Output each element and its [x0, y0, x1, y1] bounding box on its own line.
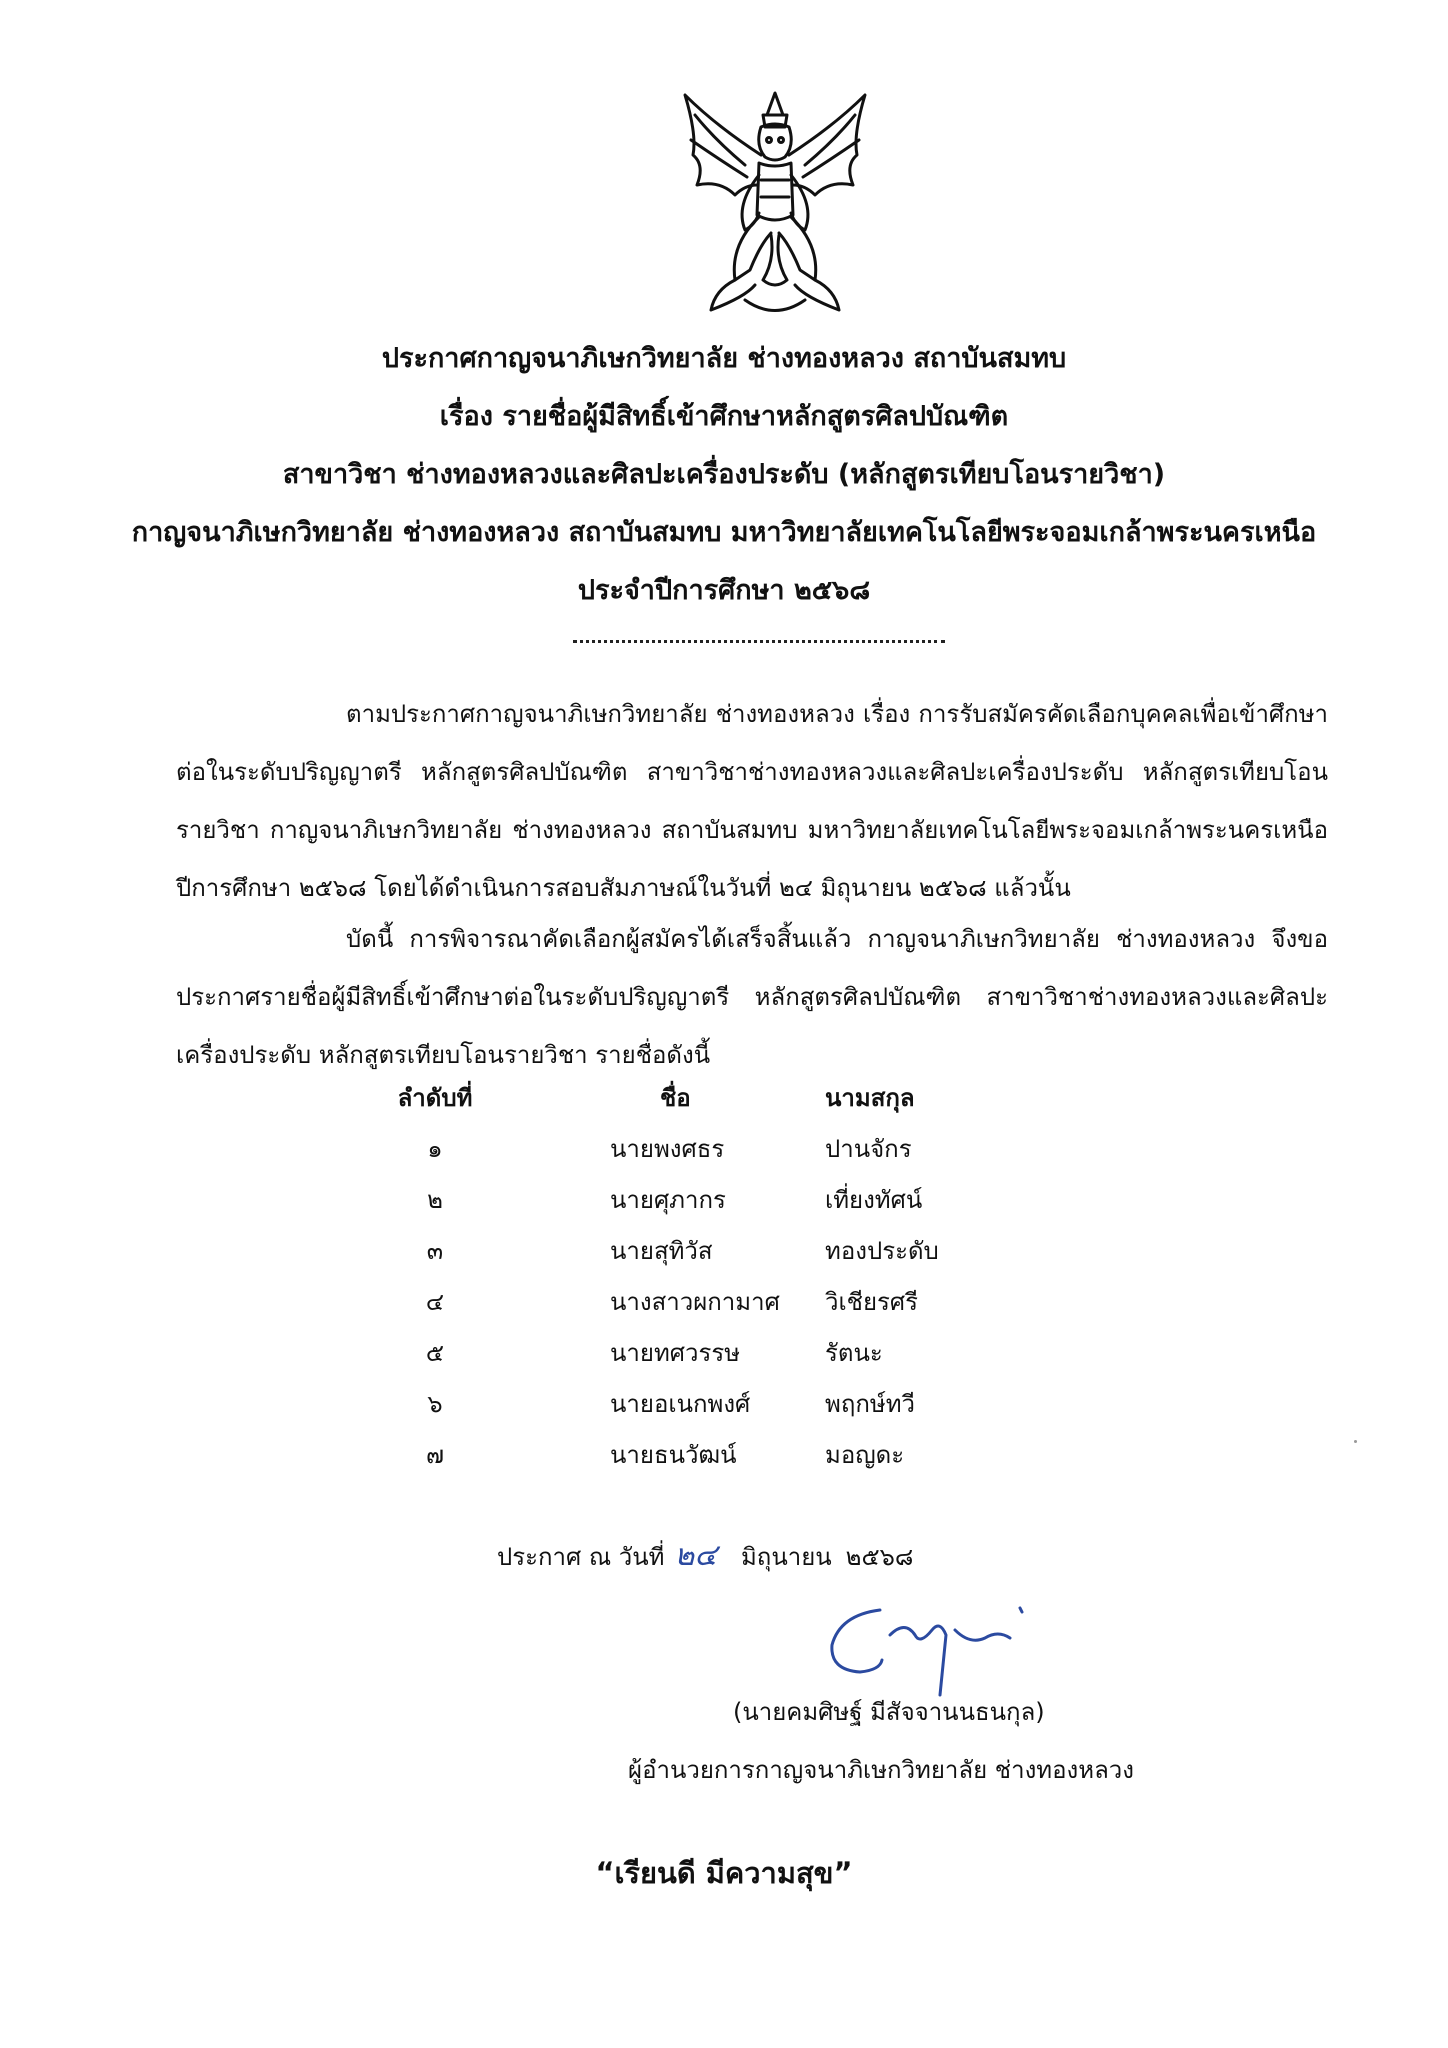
date-year: ๒๕๖๘: [845, 1543, 914, 1571]
list-row: [380, 1180, 1030, 1231]
row-first-name: นายธนวัฒน์: [610, 1441, 737, 1469]
header-first-name: ชื่อ: [660, 1084, 691, 1112]
row-no: ๓: [426, 1237, 444, 1265]
signature-icon: [820, 1590, 1050, 1705]
list-row: [380, 1435, 1030, 1486]
date-prefix: ประกาศ ณ วันที่: [497, 1543, 665, 1571]
row-no: ๑: [427, 1135, 443, 1163]
scan-speck: [1354, 1440, 1357, 1443]
row-last-name: เที่ยงทัศน์: [825, 1186, 923, 1214]
date-month: มิถุนายน: [740, 1543, 832, 1571]
dotted-divider: [573, 640, 945, 643]
title-line-1: ประกาศกาญจนาภิเษกวิทยาลัย ช่างทองหลวง สถาบันสมทบ: [381, 343, 1067, 374]
row-last-name: วิเชียรศรี: [825, 1288, 919, 1316]
title-line-2: เรื่อง รายชื่อผู้มีสิทธิ์เข้าศึกษาหลักสูตรศิลปบัณฑิต: [439, 401, 1009, 432]
body-paragraph-2: [176, 910, 1328, 1084]
row-no: ๖: [427, 1390, 443, 1418]
row-no: ๒: [427, 1186, 443, 1214]
row-last-name: พฤกษ์ทวี: [825, 1390, 915, 1418]
handwritten-day: ๒๔: [674, 1538, 717, 1573]
title-line-4: กาญจนาภิเษกวิทยาลัย ช่างทองหลวง สถาบันสมทบ มหาวิทยาลัยเทคโนโลยีพระจอมเกล้าพระนครเหนือ: [131, 517, 1317, 548]
list-row: [380, 1231, 1030, 1282]
paragraph-1-text: ตามประกาศกาญจนาภิเษกวิทยาลัย ช่างทองหลวง เรื่อง การรับสมัครคัดเลือกบุคคลเพื่อเข้าศึกษาต่อในระดับปริญญาตรี หลักสูตรศิลปบัณฑิต สาขาวิชาช่างทองหลวงและศิลปะเครื่องประดับ หลักสูตรเทียบโอนรายวิชา กาญจนาภิเษกวิทยาลัย ช่างทองหลวง สถาบันสมทบ มหาวิทยาลัยเทคโนโลยีพระจอมเกล้าพระนครเหนือ ปีการศึกษา ๒๕๖๘ โดยได้ดำเนินการสอบสัมภาษณ์ในวันที่ ๒๔ มิถุนายน ๒๕๖๘ แล้วนั้น: [176, 700, 1328, 902]
header-last-name: นามสกุล: [825, 1084, 915, 1112]
row-first-name: นายพงศธร: [610, 1135, 725, 1163]
signer-name: (นายคมศิษฐ์ มีสัจจานนธนกุล): [733, 1698, 1045, 1726]
list-row: [380, 1129, 1030, 1180]
row-last-name: ปานจักร: [825, 1135, 912, 1163]
list-row: [380, 1282, 1030, 1333]
row-first-name: นายสุทิวัส: [610, 1237, 713, 1265]
row-first-name: นายอเนกพงศ์: [610, 1390, 751, 1418]
title-line-3: สาขาวิชา ช่างทองหลวงและศิลปะเครื่องประดับ (หลักสูตรเทียบโอนรายวิชา): [282, 459, 1166, 490]
title-line-5: ประจำปีการศึกษา ๒๕๖๘: [577, 575, 871, 606]
admitted-list: [380, 1078, 1030, 1486]
row-no: ๕: [425, 1339, 445, 1367]
row-no: ๔: [425, 1288, 445, 1316]
row-last-name: มอญดะ: [825, 1441, 905, 1469]
paragraph-2-text: บัดนี้ การพิจารณาคัดเลือกผู้สมัครได้เสร็จสิ้นแล้ว กาญจนาภิเษกวิทยาลัย ช่างทองหลวง จึงขอประกาศรายชื่อผู้มีสิทธิ์เข้าศึกษาต่อในระดับปริญญาตรี หลักสูตรศิลปบัณฑิต สาขาวิชาช่างทองหลวงและศิลปะเครื่องประดับ หลักสูตรเทียบโอนรายวิชา รายชื่อดังนี้: [176, 925, 1328, 1069]
motto: “เรียนดี มีความสุข”: [595, 1856, 853, 1890]
announcement-title: [120, 330, 1328, 620]
row-last-name: ทองประดับ: [825, 1237, 939, 1265]
row-no: ๗: [425, 1441, 445, 1469]
list-row: [380, 1384, 1030, 1435]
row-first-name: นายทศวรรษ: [610, 1339, 741, 1367]
signer-position: ผู้อำนวยการกาญจนาภิเษกวิทยาลัย ช่างทองหลวง: [628, 1756, 1134, 1784]
row-first-name: นายศุภากร: [610, 1186, 726, 1214]
row-last-name: รัตนะ: [825, 1339, 883, 1367]
garuda-emblem-icon: [675, 85, 875, 325]
announcement-date: [497, 1532, 913, 1579]
list-header: [380, 1078, 1030, 1129]
header-no: ลำดับที่: [397, 1084, 473, 1112]
list-row: [380, 1333, 1030, 1384]
row-first-name: นางสาวผกามาศ: [610, 1288, 780, 1316]
body-paragraph-1: [176, 685, 1328, 917]
